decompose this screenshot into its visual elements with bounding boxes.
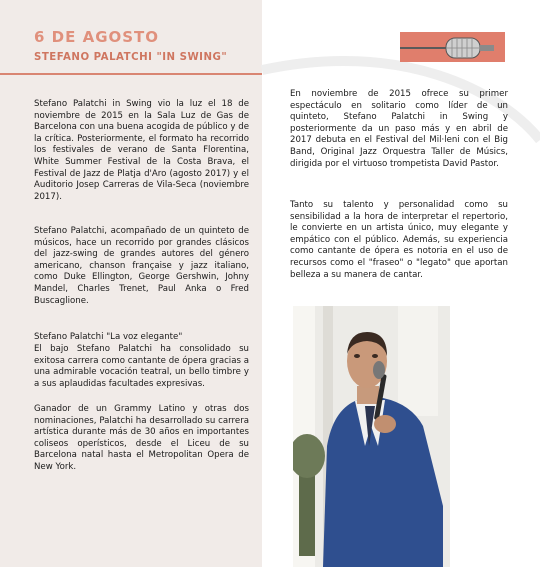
event-date: 6 DE AGOSTO	[34, 28, 160, 46]
paragraph-intro: Stefano Palatchi in Swing vio la luz el 18 de noviembre de 2015 en la Sala Luz de Gas de Barcelona con una buena acogida de público y de la crítica. Posteriormente, el formato ha recorrido los festivales de verano de Santa Florentina, White Summer Festival de la Costa Brava, el Festival de Jazz de Platja d'Aro (agosto 2017) y el Auditorio Josep Carreras de Vila-Seca (noviembre 2017).	[34, 99, 249, 202]
title-divider	[0, 73, 262, 75]
paragraph-repertoire: Stefano Palatchi, acompañado de un quinteto de músicos, hace un recorrido por grandes clásicos del jazz-swing de grandes autores del género americano, chanson française y jazz italiano, como Duke Ellington, George Gershwin, Johny Mandel, Charles Trenet, Paul Anka o Fred Buscaglione.	[34, 226, 249, 306]
paragraph-talent: Tanto su talento y personalidad como su sensibilidad a la hora de interpretar el repertorio, le convierte en un artista único, muy elegante y empático con el público. Además, su experiencia como cantante de ópera es notoria en el uso de recursos como el "fraseo" o "legato" que aportan belleza a su manera de cantar.	[290, 200, 508, 280]
vintage-microphone-icon	[400, 32, 505, 62]
singer-photo	[293, 306, 450, 567]
section-heading-voz-elegante: Stefano Palatchi "La voz elegante"	[34, 332, 183, 342]
paragraph-awards: Ganador de un Grammy Latino y otras dos nominaciones, Palatchi ha desarrollado su carrera artística durante más de 30 años en importantes coliseos operísticos, desde el Liceu de su Barcelona natal hasta el Metropolitan Opera de New York.	[34, 404, 249, 472]
paragraph-debut: En noviembre de 2015 ofrece su primer espectáculo en solitario como líder de un quinteto, Stefano Palatchi in Swing y posteriormente da un paso más y en abril de 2017 debuta en el Festival del Mil·leni con el Big Band, Original Jazz Orquestra Taller de Músics, dirigida por el virtuoso trompetista David Pastor.	[290, 89, 508, 169]
paragraph-career: El bajo Stefano Palatchi ha consolidado su exitosa carrera como cantante de ópera gracias a una admirable vocación teatral, un bello timbre y a sus aplaudidas facultades expresivas.	[34, 344, 249, 389]
microphone-banner	[400, 32, 505, 62]
event-title: STEFANO PALATCHI "IN SWING"	[34, 52, 228, 63]
